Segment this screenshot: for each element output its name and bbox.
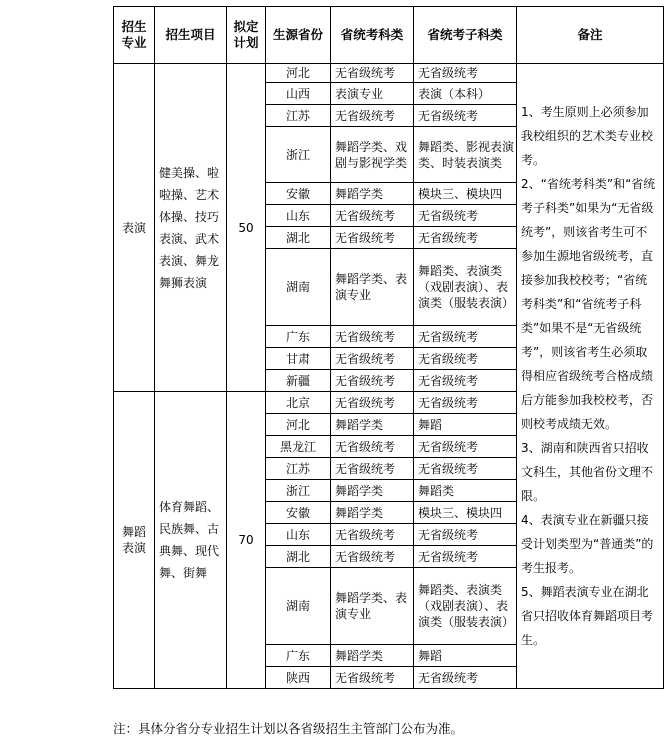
subcategory-cell: 无省级统考 <box>414 392 517 414</box>
category-cell: 无省级统考 <box>331 326 414 348</box>
subcategory-cell: 无省级统考 <box>414 205 517 227</box>
category-cell: 舞蹈学类、表演专业 <box>331 249 414 326</box>
category-cell: 无省级统考 <box>331 458 414 480</box>
category-cell: 无省级统考 <box>331 436 414 458</box>
subcategory-cell: 表演（本科） <box>414 83 517 105</box>
subcategory-cell: 舞蹈 <box>414 414 517 436</box>
province-cell: 安徽 <box>266 183 331 205</box>
province-cell: 湖南 <box>266 249 331 326</box>
header-category: 省统考科类 <box>331 7 414 64</box>
category-cell: 表演专业 <box>331 83 414 105</box>
category-cell: 舞蹈学类 <box>331 414 414 436</box>
subcategory-cell: 模块三、模块四 <box>414 183 517 205</box>
major-cell: 舞蹈表演 <box>114 392 155 689</box>
category-cell: 无省级统考 <box>331 348 414 370</box>
province-cell: 北京 <box>266 392 331 414</box>
province-cell: 安徽 <box>266 502 331 524</box>
major-cell: 表演 <box>114 64 155 392</box>
remark-item: 5、舞蹈表演专业在湖北省只招收体育舞蹈项目考生。 <box>521 585 654 647</box>
province-cell: 江苏 <box>266 105 331 127</box>
subcategory-cell: 无省级统考 <box>414 64 517 83</box>
remark-item: 2、“省统考科类”和“省统考子科类”如果为“无省级统考”，则该省考生可不参加生源地省级统考，直接参加我校校考；“省统考科类”和“省统考子科类”如果不是“无省级统考”，则该省考生必须取得相应省级统考合格成绩后方能参加我校校考，否则校考成绩无效。 <box>521 177 656 431</box>
category-cell: 无省级统考 <box>331 227 414 249</box>
province-cell: 河北 <box>266 414 331 436</box>
province-cell: 浙江 <box>266 127 331 183</box>
project-cell: 健美操、啦啦操、艺术体操、技巧表演、武术表演、舞龙舞狮表演 <box>155 64 227 392</box>
subcategory-cell: 无省级统考 <box>414 227 517 249</box>
category-cell: 舞蹈学类 <box>331 480 414 502</box>
header-major: 招生专业 <box>114 7 155 64</box>
header-subcategory: 省统考子科类 <box>414 7 517 64</box>
footnote: 注：具体分省分专业招生计划以各省级招生主管部门公布为准。 <box>113 721 464 736</box>
category-cell: 舞蹈学类、表演专业 <box>331 568 414 645</box>
province-cell: 广东 <box>266 645 331 667</box>
remark-item: 4、表演专业在新疆只接受计划类型为“普通类”的考生报考。 <box>521 513 654 575</box>
subcategory-cell: 舞蹈类 <box>414 480 517 502</box>
province-cell: 山东 <box>266 524 331 546</box>
category-cell: 无省级统考 <box>331 667 414 689</box>
province-cell: 河北 <box>266 64 331 83</box>
category-cell: 舞蹈学类 <box>331 183 414 205</box>
province-cell: 广东 <box>266 326 331 348</box>
remark-item: 1、考生原则上必须参加我校组织的艺术类专业校考。 <box>521 105 654 167</box>
subcategory-cell: 无省级统考 <box>414 546 517 568</box>
category-cell: 无省级统考 <box>331 105 414 127</box>
province-cell: 江苏 <box>266 458 331 480</box>
subcategory-cell: 无省级统考 <box>414 436 517 458</box>
subcategory-cell: 模块三、模块四 <box>414 502 517 524</box>
province-cell: 湖北 <box>266 546 331 568</box>
remarks-cell <box>517 64 664 689</box>
category-cell: 无省级统考 <box>331 370 414 392</box>
category-cell: 舞蹈学类 <box>331 502 414 524</box>
subcategory-cell: 无省级统考 <box>414 105 517 127</box>
header-plan: 拟定计划 <box>227 7 266 64</box>
province-cell: 湖南 <box>266 568 331 645</box>
category-cell: 无省级统考 <box>331 205 414 227</box>
province-cell: 山东 <box>266 205 331 227</box>
subcategory-cell: 无省级统考 <box>414 370 517 392</box>
category-cell: 无省级统考 <box>331 64 414 83</box>
province-cell: 湖北 <box>266 227 331 249</box>
remark-item: 3、湖南和陕西省只招收文科生，其他省份文理不限。 <box>521 441 654 503</box>
table-row <box>114 64 664 83</box>
subcategory-cell: 无省级统考 <box>414 458 517 480</box>
category-cell: 无省级统考 <box>331 392 414 414</box>
enrollment-table <box>113 6 664 689</box>
category-cell: 无省级统考 <box>331 546 414 568</box>
province-cell: 陕西 <box>266 667 331 689</box>
subcategory-cell: 舞蹈 <box>414 645 517 667</box>
subcategory-cell: 无省级统考 <box>414 667 517 689</box>
header-province: 生源省份 <box>266 7 331 64</box>
subcategory-cell: 舞蹈类、影视表演类、时装表演类 <box>414 127 517 183</box>
province-cell: 新疆 <box>266 370 331 392</box>
province-cell: 浙江 <box>266 480 331 502</box>
plan-cell: 50 <box>227 64 266 392</box>
plan-cell: 70 <box>227 392 266 689</box>
header-remarks: 备注 <box>517 7 664 64</box>
province-cell: 黑龙江 <box>266 436 331 458</box>
category-cell: 舞蹈学类、戏剧与影视学类 <box>331 127 414 183</box>
header-row <box>114 7 664 64</box>
subcategory-cell: 舞蹈类、表演类（戏剧表演）、表演类（服装表演） <box>414 568 517 645</box>
category-cell: 无省级统考 <box>331 524 414 546</box>
subcategory-cell: 无省级统考 <box>414 524 517 546</box>
subcategory-cell: 无省级统考 <box>414 326 517 348</box>
province-cell: 山西 <box>266 83 331 105</box>
subcategory-cell: 无省级统考 <box>414 348 517 370</box>
province-cell: 甘肃 <box>266 348 331 370</box>
category-cell: 舞蹈学类 <box>331 645 414 667</box>
subcategory-cell: 舞蹈类、表演类（戏剧表演）、表演类（服装表演） <box>414 249 517 326</box>
project-cell: 体育舞蹈、民族舞、古典舞、现代舞、街舞 <box>155 392 227 689</box>
header-project: 招生项目 <box>155 7 227 64</box>
